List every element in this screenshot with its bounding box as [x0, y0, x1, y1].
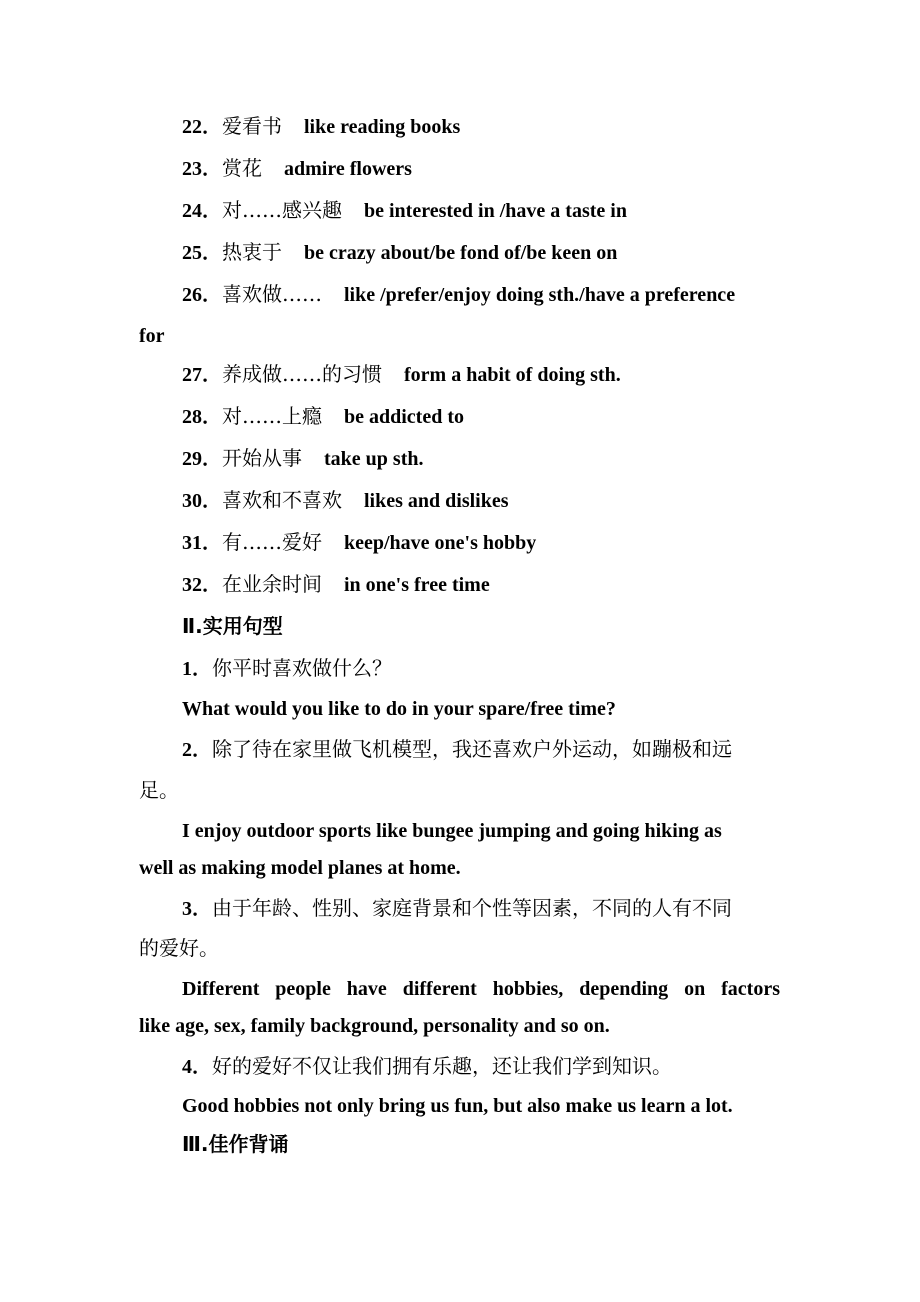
- english-phrase: form a habit of doing sth.: [404, 364, 621, 386]
- sentence-4-english: Good hobbies not only bring us fun, but also make us learn a lot.: [182, 1095, 733, 1117]
- chinese-phrase: 热衷于: [222, 240, 282, 264]
- item-number: 28．: [182, 406, 222, 428]
- sentence-3-chinese-line-1: [182, 895, 732, 922]
- sentence-number: 4．: [182, 1056, 212, 1078]
- chinese-sentence: 好的爱好不仅让我们拥有乐趣，还让我们学到知识。: [212, 1054, 672, 1078]
- chinese-phrase: 喜欢和不喜欢: [222, 488, 342, 512]
- vocab-item-31: [182, 529, 536, 556]
- vocab-item-22: [182, 113, 460, 140]
- english-phrase-continuation: for: [139, 325, 165, 347]
- section-3-heading: Ⅲ.佳作背诵: [182, 1132, 289, 1156]
- item-number: 27．: [182, 364, 222, 386]
- vocab-item-23: [182, 155, 412, 182]
- english-phrase: be crazy about/be fond of/be keen on: [304, 242, 618, 264]
- vocab-item-26: [182, 281, 782, 308]
- chinese-sentence: 由于年龄、性别、家庭背景和个性等因素，不同的人有不同: [212, 896, 732, 920]
- chinese-phrase: 在业余时间: [222, 572, 322, 596]
- section-2-heading: Ⅱ.实用句型: [182, 614, 283, 638]
- item-number: 22．: [182, 116, 222, 138]
- sentence-number: 3．: [182, 898, 212, 920]
- english-phrase: take up sth.: [324, 448, 424, 470]
- chinese-phrase: 养成做……的习惯: [222, 362, 382, 386]
- chinese-phrase: 喜欢做……: [222, 282, 322, 306]
- sentence-2-chinese-line-2: 足。: [139, 778, 179, 802]
- sentence-4-chinese: [182, 1053, 672, 1080]
- vocab-item-32: [182, 571, 490, 598]
- item-number: 26．: [182, 284, 222, 306]
- chinese-phrase: 开始从事: [222, 446, 302, 470]
- english-phrase: like reading books: [304, 116, 461, 138]
- english-phrase: in one's free time: [344, 574, 490, 596]
- sentence-3-english-line-2: like age, sex, family background, personality and so on.: [139, 1015, 610, 1037]
- sentence-2-english-line-2: well as making model planes at home.: [139, 857, 461, 879]
- sentence-2-english-line-1: I enjoy outdoor sports like bungee jumping and going hiking as: [182, 820, 722, 842]
- vocab-item-24: [182, 197, 627, 224]
- english-phrase: be addicted to: [344, 406, 464, 428]
- item-number: 23．: [182, 158, 222, 180]
- vocab-item-28: [182, 403, 464, 430]
- chinese-sentence: 除了待在家里做飞机模型，我还喜欢户外运动，如蹦极和远: [212, 737, 732, 761]
- chinese-phrase: 爱看书: [222, 114, 282, 138]
- item-number: 29．: [182, 448, 222, 470]
- chinese-phrase: 对……上瘾: [222, 404, 322, 428]
- vocab-item-25: [182, 239, 617, 266]
- vocab-item-26-continuation: [139, 322, 165, 349]
- sentence-number: 1．: [182, 658, 212, 680]
- sentence-3-chinese-line-2: 的爱好。: [139, 936, 219, 960]
- english-phrase: admire flowers: [284, 158, 412, 180]
- english-phrase: keep/have one's hobby: [344, 532, 537, 554]
- sentence-number: 2．: [182, 739, 212, 761]
- item-number: 30．: [182, 490, 222, 512]
- chinese-phrase: 赏花: [222, 156, 262, 180]
- vocab-item-29: [182, 445, 423, 472]
- english-phrase: be interested in /have a taste in: [364, 200, 627, 222]
- chinese-phrase: 有……爱好: [222, 530, 322, 554]
- sentence-3-english-line-1: Different people have different hobbies, depending on factors: [182, 978, 780, 1000]
- sentence-1-english: What would you like to do in your spare/free time?: [182, 698, 616, 720]
- english-phrase: likes and dislikes: [364, 490, 509, 512]
- sentence-1-chinese: [182, 655, 392, 682]
- item-number: 25．: [182, 242, 222, 264]
- chinese-sentence: 你平时喜欢做什么？: [212, 656, 392, 680]
- sentence-2-chinese-line-1: [182, 736, 732, 763]
- vocab-item-30: [182, 487, 509, 514]
- item-number: 31．: [182, 532, 222, 554]
- item-number: 32．: [182, 574, 222, 596]
- chinese-phrase: 对……感兴趣: [222, 198, 342, 222]
- english-phrase: like /prefer/enjoy doing sth./have a preference: [344, 284, 736, 306]
- item-number: 24．: [182, 200, 222, 222]
- vocab-item-27: [182, 361, 621, 388]
